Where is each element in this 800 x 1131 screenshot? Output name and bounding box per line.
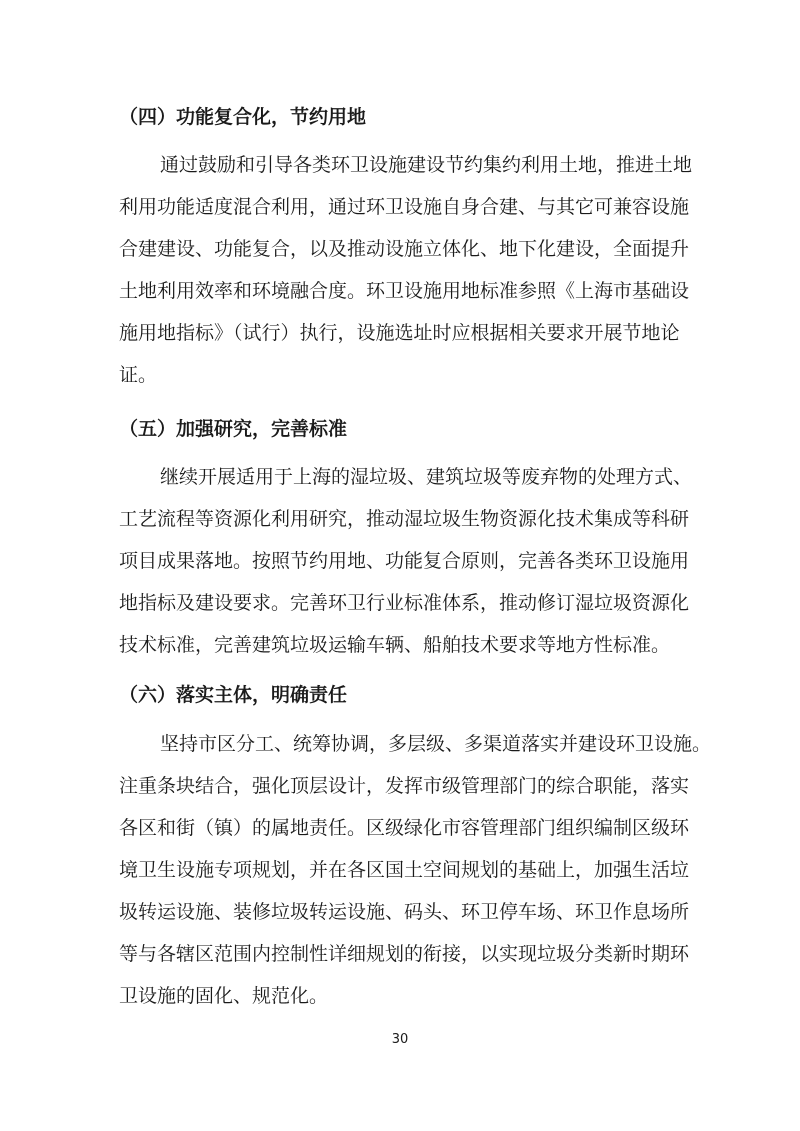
section-paragraph-5	[119, 456, 693, 666]
paragraph-line: 地指标及建设要求。完善环卫行业标准体系，推动修订湿垃圾资源化	[119, 592, 690, 614]
section-paragraph-6	[119, 723, 712, 1017]
section-heading-6: （六）落实主体，明确责任	[119, 684, 348, 706]
paragraph-line: 项目成果落地。按照节约用地、功能复合原则，完善各类环卫设施用	[119, 550, 690, 572]
paragraph-line: 合建建设、功能复合，以及推动设施立体化、地下化建设，全面提升	[119, 238, 690, 260]
paragraph-line: 证。	[119, 364, 158, 386]
paragraph-line: 各区和街（镇）的属地责任。区级绿化市容管理部门组织编制区级环	[119, 817, 690, 839]
paragraph-line: 等与各辖区范围内控制性详细规划的衔接，以实现垃圾分类新时期环	[119, 943, 690, 965]
paragraph-line: 土地利用效率和环境融合度。环卫设施用地标准参照《上海市基础设	[119, 280, 690, 302]
paragraph-line: 技术标准，完善建筑垃圾运输车辆、船舶技术要求等地方性标准。	[119, 634, 671, 656]
paragraph-line: 境卫生设施专项规划，并在各区国土空间规划的基础上，加强生活垃	[119, 859, 690, 881]
section-paragraph-4	[119, 144, 693, 396]
paragraph-line: 圾转运设施、装修垃圾转运设施、码头、环卫停车场、环卫作息场所	[119, 901, 690, 923]
paragraph-line: 坚持市区分工、统筹协调，多层级、多渠道落实并建设环卫设施。	[160, 733, 712, 755]
paragraph-line: 通过鼓励和引导各类环卫设施建设节约集约利用土地，推进土地	[160, 154, 693, 176]
paragraph-line: 利用功能适度混合利用，通过环卫设施自身合建、与其它可兼容设施	[119, 196, 690, 218]
paragraph-line: 继续开展适用于上海的湿垃圾、建筑垃圾等废弃物的处理方式、	[160, 466, 693, 488]
paragraph-line: 工艺流程等资源化利用研究，推动湿垃圾生物资源化技术集成等科研	[119, 508, 690, 530]
paragraph-line: 卫设施的固化、规范化。	[119, 985, 329, 1007]
section-heading-4: （四）功能复合化，节约用地	[119, 106, 367, 128]
paragraph-line: 施用地指标》（试行）执行，设施选址时应根据相关要求开展节地论	[119, 322, 680, 344]
paragraph-line: 注重条块结合，强化顶层设计，发挥市级管理部门的综合职能，落实	[119, 775, 690, 797]
page-number: 30	[391, 1032, 409, 1047]
section-heading-5: （五）加强研究，完善标准	[119, 418, 348, 440]
